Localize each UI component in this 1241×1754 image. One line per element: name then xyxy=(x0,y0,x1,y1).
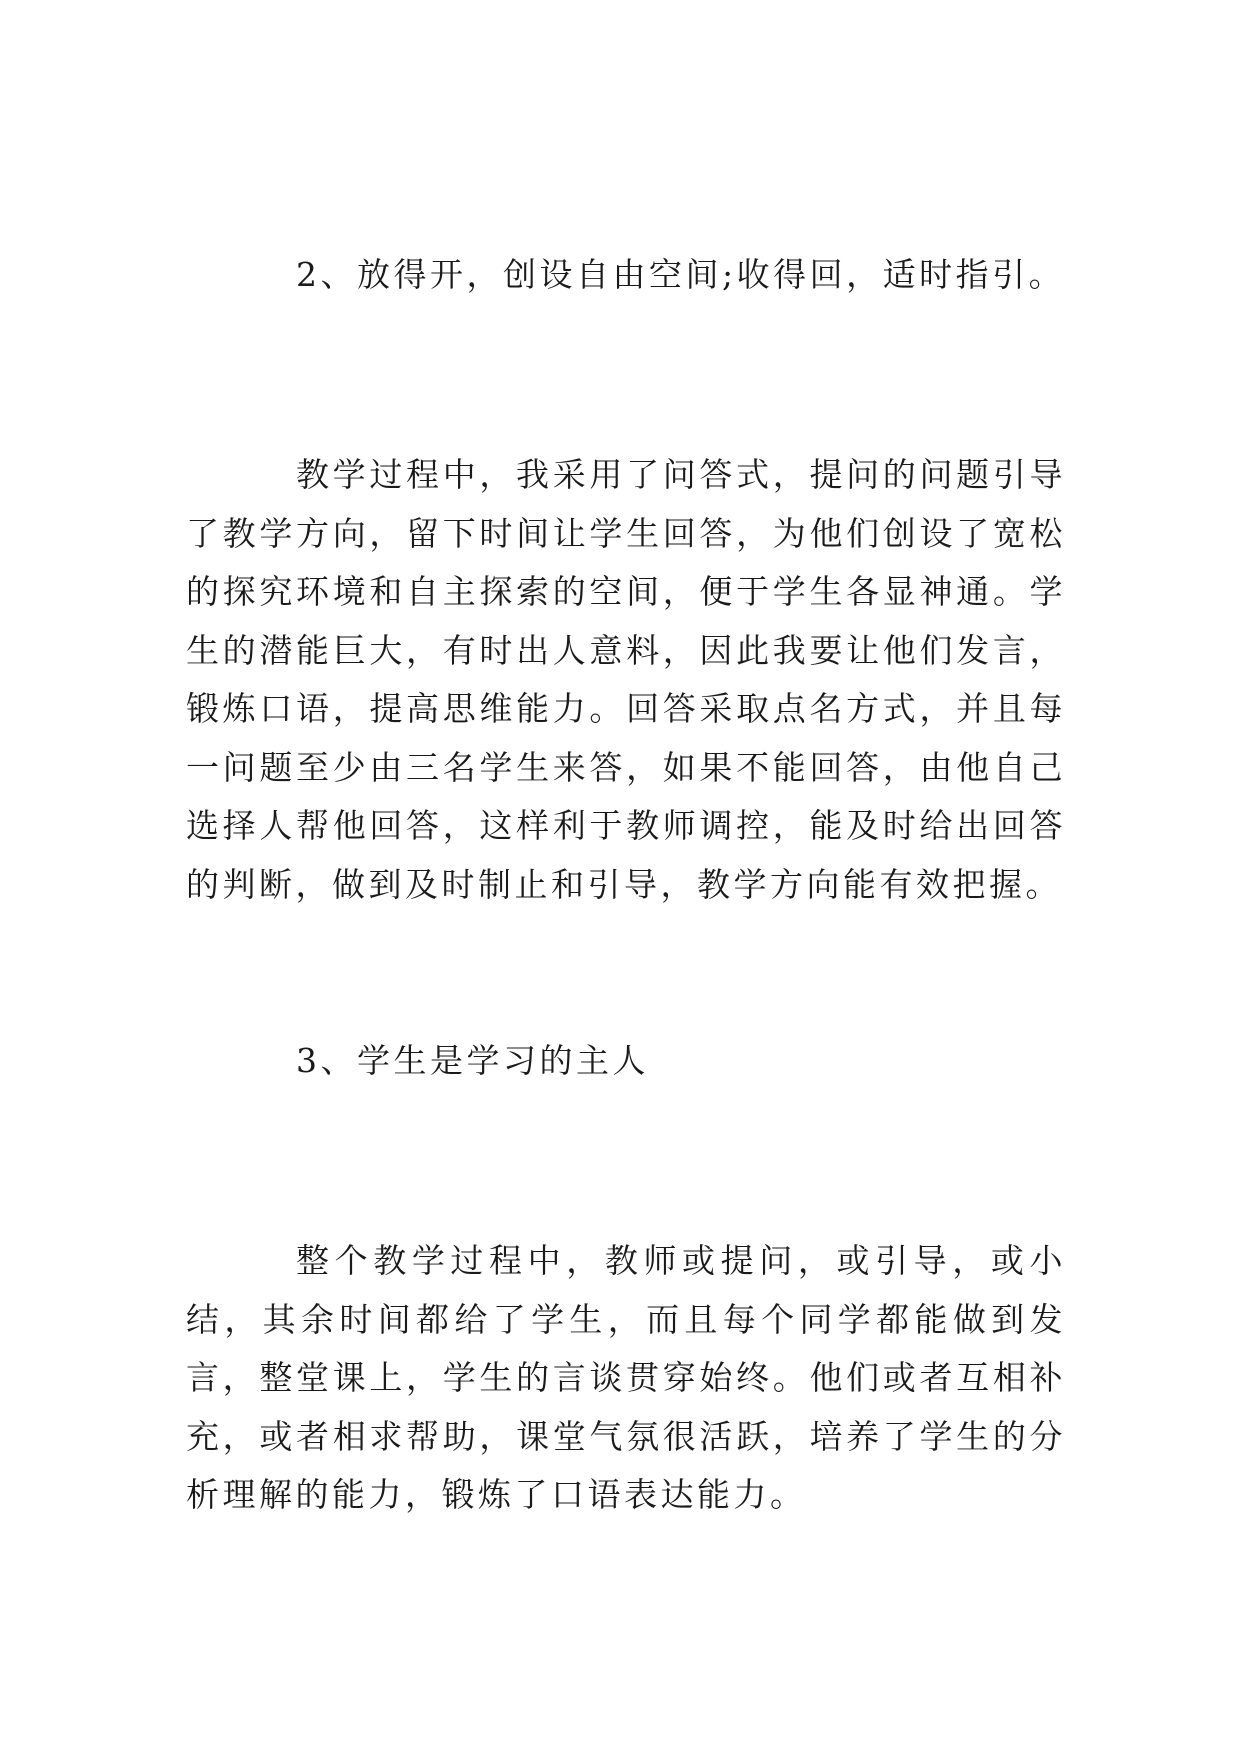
body-paragraph-2: 整个教学过程中，教师或提问，或引导，或小结，其余时间都给了学生，而且每个同学都能做到发言，整堂课上，学生的言谈贯穿始终。他们或者互相补充，或者相求帮助，课堂气氛很活跃，培养了学生的分析理解的能力，锻炼了口语表达能力。 xyxy=(186,1241,1066,1514)
body-paragraph-1: 教学过程中，我采用了问答式，提问的问题引导了教学方向，留下时间让学生回答，为他们创设了宽松的探究环境和自主探索的空间，便于学生各显神通。学生的潜能巨大，有时出人意料，因此我要让他们发言，锻炼口语，提高思维能力。回答采取点名方式，并且每一问题至少由三名学生来答，如果不能回答，由他自己选择人帮他回答，这样利于教师调控，能及时给出回答的判断，做到及时制止和引导，教学方向能有效把握。 xyxy=(186,455,1066,904)
section-heading-2: 2、放得开，创设自由空间;收得回，适时指引。 xyxy=(296,255,1066,294)
section-heading-3: 3、学生是学习的主人 xyxy=(296,1041,649,1080)
